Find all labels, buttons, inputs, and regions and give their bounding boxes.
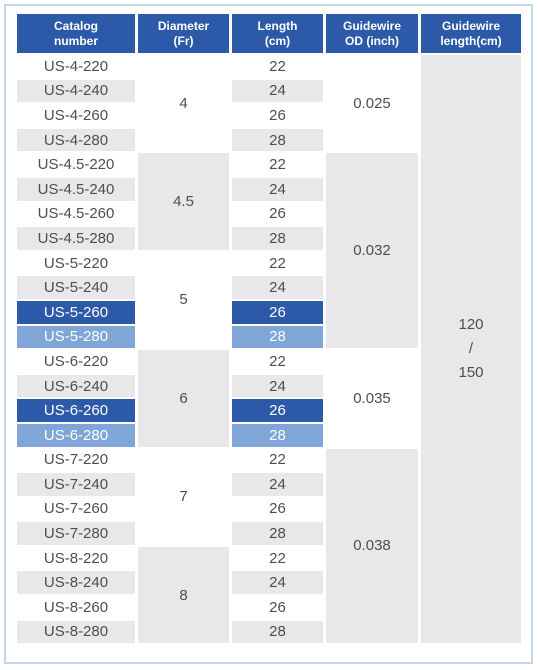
length-cell: 28 [232,522,323,545]
length-cell: 24 [232,178,323,201]
catalog-number-cell: US-5-220 [17,252,135,275]
catalog-number-cell: US-7-240 [17,473,135,496]
length-cell: 22 [232,547,323,570]
guidewire-od-cell: 0.038 [326,449,418,644]
length-cell: 28 [232,424,323,447]
length-cell: 24 [232,473,323,496]
guidewire-length-value: / [468,340,474,358]
catalog-number-cell: US-5-280 [17,326,135,349]
catalog-number-cell: US-4.5-220 [17,153,135,176]
catalog-number-cell: US-6-240 [17,375,135,398]
length-cell: 28 [232,129,323,152]
header-guidewire-od [326,14,418,53]
header-gwlen-line1: Guidewire [441,18,500,33]
length-cell: 26 [232,104,323,127]
header-length-line2: (cm) [264,33,291,48]
catalog-number-cell: US-7-260 [17,498,135,521]
catalog-number-cell: US-4.5-260 [17,203,135,226]
length-cell: 26 [232,203,323,226]
header-gwlen-line2: length(cm) [440,33,502,48]
catalog-number-cell: US-5-260 [17,301,135,324]
length-cell: 24 [232,571,323,594]
catalog-number-cell: US-8-240 [17,571,135,594]
length-cell: 26 [232,498,323,521]
catalog-number-cell: US-8-260 [17,596,135,619]
guidewire-od-cell: 0.025 [326,55,418,151]
catalog-number-cell: US-4.5-280 [17,227,135,250]
table-body [17,55,521,643]
catalog-number-cell: US-6-220 [17,350,135,373]
length-cell: 22 [232,449,323,472]
length-cell: 24 [232,80,323,103]
guidewire-length-value: 150 [458,364,484,382]
length-cell: 28 [232,326,323,349]
catalog-number-cell: US-5-240 [17,276,135,299]
header-length [232,14,323,53]
length-cell: 22 [232,350,323,373]
header-catalog-line1: Catalog [53,18,98,33]
header-length-line1: Length [257,18,298,33]
header-diameter-line2: (Fr) [173,33,194,48]
diameter-cell: 7 [138,449,229,545]
header-diameter-line1: Diameter [157,18,210,33]
table-row [17,55,521,78]
length-cell: 28 [232,621,323,644]
catalog-spec-table [14,12,524,645]
diameter-cell: 4.5 [138,153,229,249]
header-catalog-line2: number [53,33,98,48]
catalog-number-cell: US-8-280 [17,621,135,644]
length-cell: 22 [232,55,323,78]
header-row [17,14,521,53]
catalog-number-cell: US-4-240 [17,80,135,103]
diameter-cell: 8 [138,547,229,643]
length-cell: 28 [232,227,323,250]
length-cell: 26 [232,301,323,324]
catalog-number-cell: US-6-280 [17,424,135,447]
diameter-cell: 4 [138,55,229,151]
catalog-number-cell: US-7-280 [17,522,135,545]
catalog-number-cell: US-8-220 [17,547,135,570]
catalog-number-cell: US-4-280 [17,129,135,152]
diameter-cell: 6 [138,350,229,446]
length-cell: 26 [232,399,323,422]
diameter-cell: 5 [138,252,229,348]
length-cell: 26 [232,596,323,619]
catalog-number-cell: US-4-260 [17,104,135,127]
guidewire-od-cell: 0.035 [326,350,418,446]
length-cell: 24 [232,276,323,299]
header-guidewire-length [421,14,521,53]
catalog-number-cell: US-7-220 [17,449,135,472]
length-cell: 22 [232,252,323,275]
length-cell: 24 [232,375,323,398]
header-diameter [138,14,229,53]
guidewire-length-cell [421,55,521,643]
catalog-number-cell: US-4.5-240 [17,178,135,201]
guidewire-length-value: 120 [458,316,484,334]
header-od-line1: Guidewire [342,18,401,33]
length-cell: 22 [232,153,323,176]
guidewire-od-cell: 0.032 [326,153,418,348]
catalog-number-cell: US-6-260 [17,399,135,422]
header-catalog-number [17,14,135,53]
catalog-number-cell: US-4-220 [17,55,135,78]
header-od-line2: OD (inch) [345,33,399,48]
